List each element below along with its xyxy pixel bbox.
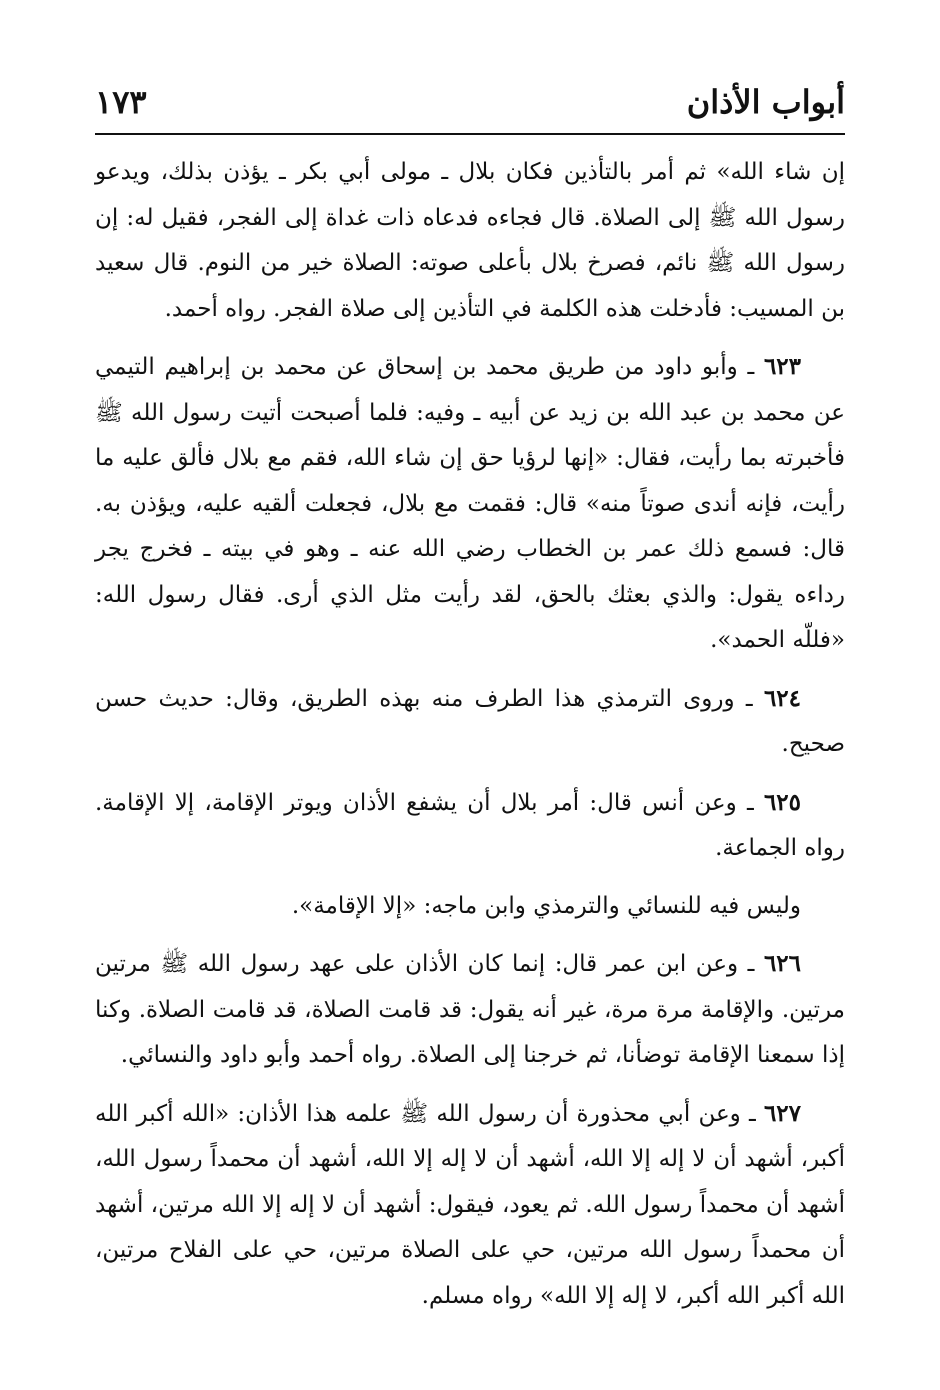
page-number: ١٧٣ — [95, 83, 147, 121]
hadith-number: ٦٢٦ — [763, 950, 802, 977]
page-header — [95, 72, 845, 132]
hadith-627 — [95, 1091, 845, 1320]
hadith-number: ٦٢٥ — [763, 788, 802, 816]
paragraph-continuation — [95, 150, 845, 332]
hadith-624 — [95, 676, 845, 768]
header-rule — [95, 133, 845, 135]
paragraph-text: ـ وعن أبي محذورة أن رسول الله ﷺ علمه هذا الأذان: «الله أكبر الله أكبر، أشهد أن لا إله إلا الله، أشهد أن لا إله إلا الله، أشهد أن محمداً رسول الله، أشهد أن محمداً رسول الله. ثم يعود، فيقول: أشهد أن لا إله إلا الله مرتين، أشهد أن محمداً رسول الله مرتين، حي على الصلاة مرتين، حي على الفلاح مرتين، الله أكبر الله أكبر، لا إله إلا الله» رواه مسلم. — [95, 1100, 845, 1309]
paragraph-text: ـ وعن أنس قال: أمر بلال أن يشفع الأذان ويوتر الإقامة، إلا الإقامة. رواه الجماعة. — [95, 789, 845, 861]
paragraph-text: ـ وعن ابن عمر قال: إنما كان الأذان على عهد رسول الله ﷺ مرتين مرتين. والإقامة مرة مرة، غير أنه يقول: قد قامت الصلاة، قد قامت الصلاة. وكنا إذا سمعنا الإقامة توضأنا، ثم خرجنا إلى الصلاة. رواه أحمد وأبو داود والنسائي. — [95, 951, 845, 1068]
chapter-title: أبواب الأذان — [686, 83, 845, 121]
hadith-623 — [95, 344, 845, 664]
paragraph-text: إن شاء الله» ثم أمر بالتأذين فكان بلال ـ مولى أبي بكر ـ يؤذن بذلك، ويدعو رسول الله ﷺ إلى الصلاة. قال فجاءه فدعاه ذات غداة إلى الفجر، فقيل له: إن رسول الله ﷺ نائم، فصرخ بلال بأعلى صوته: الصلاة خير من النوم. قال سعيد بن المسيب: فأدخلت هذه الكلمة في التأذين إلى صلاة الفجر. رواه أحمد. — [95, 159, 845, 322]
paragraph-text: ـ وروى الترمذي هذا الطرف منه بهذه الطريق، وقال: حديث حسن صحيح. — [95, 685, 845, 757]
page-body — [95, 150, 845, 1331]
hadith-number: ٦٢٤ — [763, 684, 802, 712]
hadith-number: ٦٢٧ — [763, 1099, 802, 1127]
hadith-626 — [95, 941, 845, 1079]
hadith-number: ٦٢٣ — [763, 353, 801, 380]
paragraph-text: وليس فيه للنسائي والترمذي وابن ماجه: «إلا الإقامة». — [291, 892, 801, 919]
paragraph-note — [95, 884, 845, 930]
hadith-625 — [95, 780, 845, 872]
paragraph-text: ـ وأبو داود من طريق محمد بن إسحاق عن محمد بن إبراهيم التيمي عن محمد بن عبد الله بن زيد عن أبيه ـ وفيه: فلما أصبحت أتيت رسول الله ﷺ فأخبرته بما رأيت، فقال: «إنها لرؤيا حق إن شاء الله، فقم مع بلال فألق عليه ما رأيت، فإنه أندى صوتاً منه» قال: فقمت مع بلال، فجعلت ألقيه عليه، ويؤذن به. قال: فسمع ذلك عمر بن الخطاب رضي الله عنه ـ وهو في بيته ـ فخرج يجر رداءه يقول: والذي بعثك بالحق، لقد رأيت مثل الذي أرى. فقال رسول الله: «فللّه الحمد». — [95, 354, 845, 653]
